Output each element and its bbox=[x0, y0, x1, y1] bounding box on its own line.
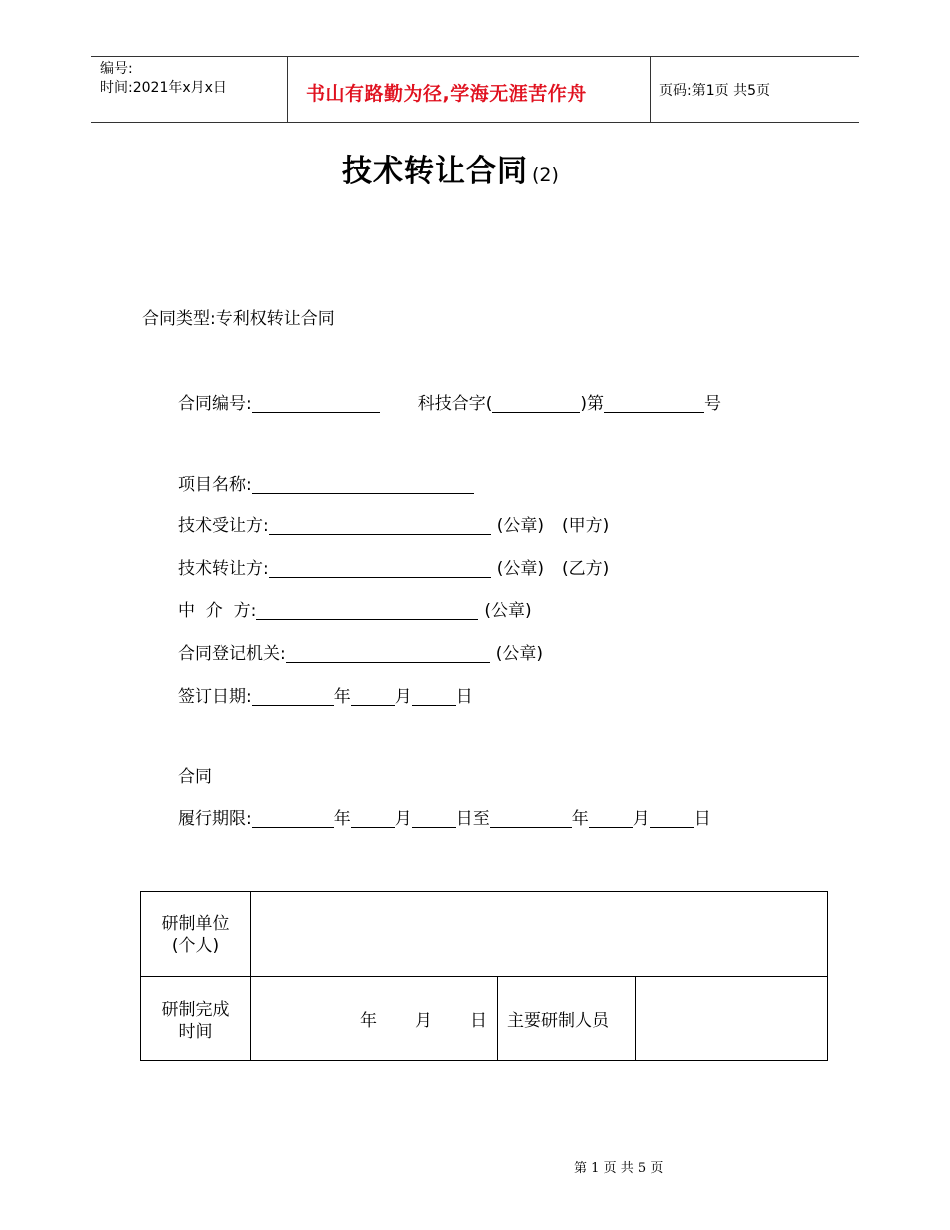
transferee-row bbox=[178, 515, 609, 537]
research-unit-value-cell[interactable] bbox=[251, 892, 827, 976]
sign-day-blank[interactable] bbox=[412, 687, 456, 706]
completion-time-label-line2: 时间 bbox=[178, 1022, 213, 1042]
main-staff-value-cell[interactable] bbox=[636, 977, 827, 1060]
term-end-day-label: 日 bbox=[693, 809, 711, 829]
header-top-rule bbox=[91, 56, 859, 57]
transferor-blank[interactable] bbox=[269, 559, 491, 578]
transferor-label: 技术转让方: bbox=[178, 559, 269, 579]
transferor-row bbox=[178, 558, 609, 580]
term-end-month-label: 月 bbox=[632, 809, 650, 829]
completion-date-cell[interactable] bbox=[360, 1010, 487, 1032]
research-unit-label bbox=[141, 913, 250, 957]
intermediary-blank[interactable] bbox=[256, 601, 478, 620]
header-motto: 书山有路勤为径,学海无涯苦作舟 bbox=[306, 83, 587, 105]
term-end-year-label: 年 bbox=[571, 809, 589, 829]
contract-number-row bbox=[178, 393, 721, 415]
term-end-year-blank[interactable] bbox=[490, 809, 572, 828]
term-start-month-blank[interactable] bbox=[351, 809, 395, 828]
intermediary-label: 中 介 方: bbox=[178, 601, 257, 621]
registry-seal: (公章) bbox=[495, 644, 543, 664]
page-footer bbox=[574, 1157, 663, 1176]
project-name-blank[interactable] bbox=[252, 475, 474, 494]
term-start-day-blank[interactable] bbox=[412, 809, 456, 828]
term-start-year-blank[interactable] bbox=[252, 809, 334, 828]
di-label: )第 bbox=[580, 394, 605, 414]
doc-time: 时间:2021年x月x日 bbox=[100, 80, 227, 96]
sign-month-label: 月 bbox=[394, 687, 412, 707]
term-start-year-label: 年 bbox=[333, 809, 351, 829]
term-end-month-blank[interactable] bbox=[589, 809, 633, 828]
term-end-day-blank[interactable] bbox=[650, 809, 694, 828]
sign-date-row bbox=[178, 686, 473, 708]
table-date-column-divider bbox=[497, 977, 498, 1060]
sign-date-label: 签订日期: bbox=[178, 687, 252, 707]
sign-month-blank[interactable] bbox=[351, 687, 395, 706]
transferor-seal: (公章) bbox=[496, 559, 544, 579]
transferee-blank[interactable] bbox=[269, 516, 491, 535]
research-unit-label-line1: 研制单位 bbox=[161, 914, 230, 934]
footer-total: 5 bbox=[637, 1161, 647, 1176]
party-b-label: (乙方) bbox=[562, 559, 610, 579]
header-divider-right bbox=[650, 57, 651, 122]
contract-type: 合同类型:专利权转让合同 bbox=[142, 309, 335, 329]
main-staff-label: 主要研制人员 bbox=[507, 1011, 609, 1031]
project-name-label: 项目名称: bbox=[178, 475, 252, 495]
header-divider-left bbox=[287, 57, 288, 122]
footer-gong: 共 bbox=[620, 1161, 634, 1176]
term-day-to-label: 日至 bbox=[455, 809, 490, 829]
contract-number-blank[interactable] bbox=[252, 394, 380, 413]
page-title bbox=[342, 146, 559, 190]
registry-label: 合同登记机关: bbox=[178, 644, 286, 664]
intermediary-row bbox=[178, 600, 532, 622]
footer-di: 第 bbox=[574, 1161, 588, 1176]
title-suffix: (2) bbox=[532, 164, 559, 186]
serial-number-blank[interactable] bbox=[604, 394, 704, 413]
doc-number-label: 编号: bbox=[100, 61, 133, 77]
title-main: 技术转让合同 bbox=[342, 154, 528, 189]
completion-time-label-line1: 研制完成 bbox=[161, 1000, 230, 1020]
party-a-label: (甲方) bbox=[562, 516, 610, 536]
header-bottom-rule bbox=[91, 122, 859, 123]
completion-day-label: 日 bbox=[470, 1011, 487, 1031]
research-info-table bbox=[140, 891, 828, 1061]
transferee-seal: (公章) bbox=[496, 516, 544, 536]
completion-month-label: 月 bbox=[415, 1011, 432, 1031]
term-start-month-label: 月 bbox=[394, 809, 412, 829]
keji-number-blank[interactable] bbox=[492, 394, 580, 413]
hao-label: 号 bbox=[704, 394, 722, 414]
completion-time-label bbox=[141, 999, 250, 1043]
sign-year-label: 年 bbox=[333, 687, 351, 707]
header-page-number: 页码:第1页 共5页 bbox=[659, 83, 770, 99]
completion-year-label: 年 bbox=[360, 1011, 377, 1031]
project-name-row bbox=[178, 474, 474, 496]
sign-day-label: 日 bbox=[455, 687, 473, 707]
transferee-label: 技术受让方: bbox=[178, 516, 269, 536]
research-unit-label-line2: (个人) bbox=[171, 936, 220, 956]
registry-blank[interactable] bbox=[286, 644, 490, 663]
term-label: 履行期限: bbox=[178, 809, 252, 829]
footer-page: 1 bbox=[591, 1161, 600, 1176]
registry-row bbox=[178, 643, 543, 665]
footer-ye2: 页 bbox=[650, 1161, 664, 1176]
term-row bbox=[178, 808, 711, 830]
sign-year-blank[interactable] bbox=[252, 687, 334, 706]
contract-word: 合同 bbox=[178, 767, 212, 787]
footer-ye: 页 bbox=[603, 1161, 617, 1176]
keji-label: 科技合字( bbox=[417, 394, 493, 414]
intermediary-seal: (公章) bbox=[484, 601, 532, 621]
contract-number-label: 合同编号: bbox=[178, 394, 252, 414]
